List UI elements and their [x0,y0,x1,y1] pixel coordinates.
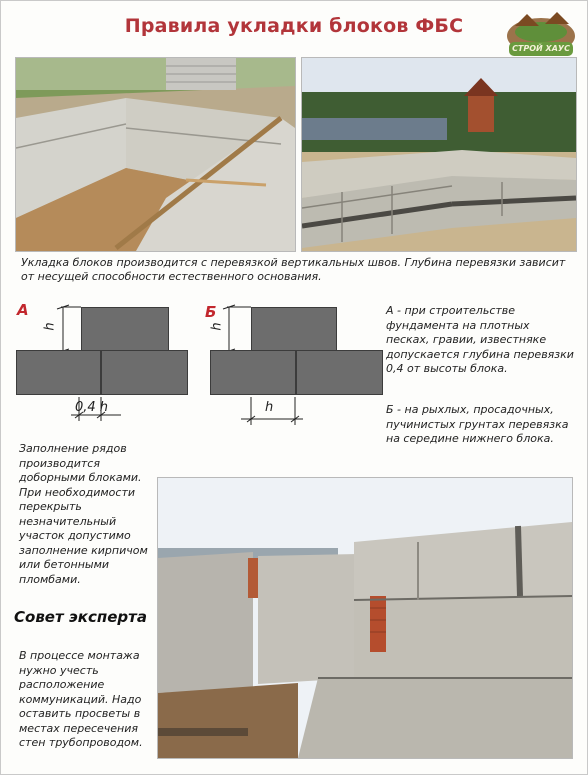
diagram-a-bottom-right-block [101,350,188,395]
logo-text: СТРОЙ ХАУС [512,44,570,53]
diagram-a-top-block [81,307,169,351]
diagram-a-bottom-left-block [16,350,101,395]
diagram-a-height-label: h [42,322,58,331]
diagram-b-offset-label: h [265,400,274,415]
expert-advice-title: Совет эксперта [14,608,147,626]
trench-with-blocks-photo [15,57,296,252]
fbs-foundation-photo [301,57,577,252]
diagram-b-bottom-right-block [296,350,383,395]
brick-fill-photo [157,477,573,759]
diagram-b-letter: Б [205,303,217,321]
logo [495,4,587,64]
diagram-a-offset-label: 0,4 h [75,400,109,415]
expert-advice-text: В процессе монтажа нужно учесть расположение коммуникаций. Надо оставить просветы в местах пересечения стен трубопроводом. [19,649,143,749]
diagram-b-top-block [251,307,337,351]
fill-rows-text: Заполнение рядов производится доборными блоками. При необходимости перекрыть незначительный участок допустимо заполнение кирпичом или бетонными пломбами. [19,442,148,586]
diagram-a-letter: А [17,301,29,319]
page-title: Правила укладки блоков ФБС [124,15,464,37]
diagram-b-height-label: h [209,322,225,331]
note-a: А - при строительстве фундамента на плотных песках, гравии, известняке допускается глубина перевязки 0,4 от высоты блока. [386,304,574,375]
diagram-b-bottom-left-block [210,350,296,395]
caption: Укладка блоков производится с перевязкой вертикальных швов. Глубина перевязки зависит от несущей способности естественного основания. [21,256,566,283]
note-b: Б - на рыхлых, просадочных, пучинистых грунтах перевязка на середине нижнего блока. [386,403,569,445]
